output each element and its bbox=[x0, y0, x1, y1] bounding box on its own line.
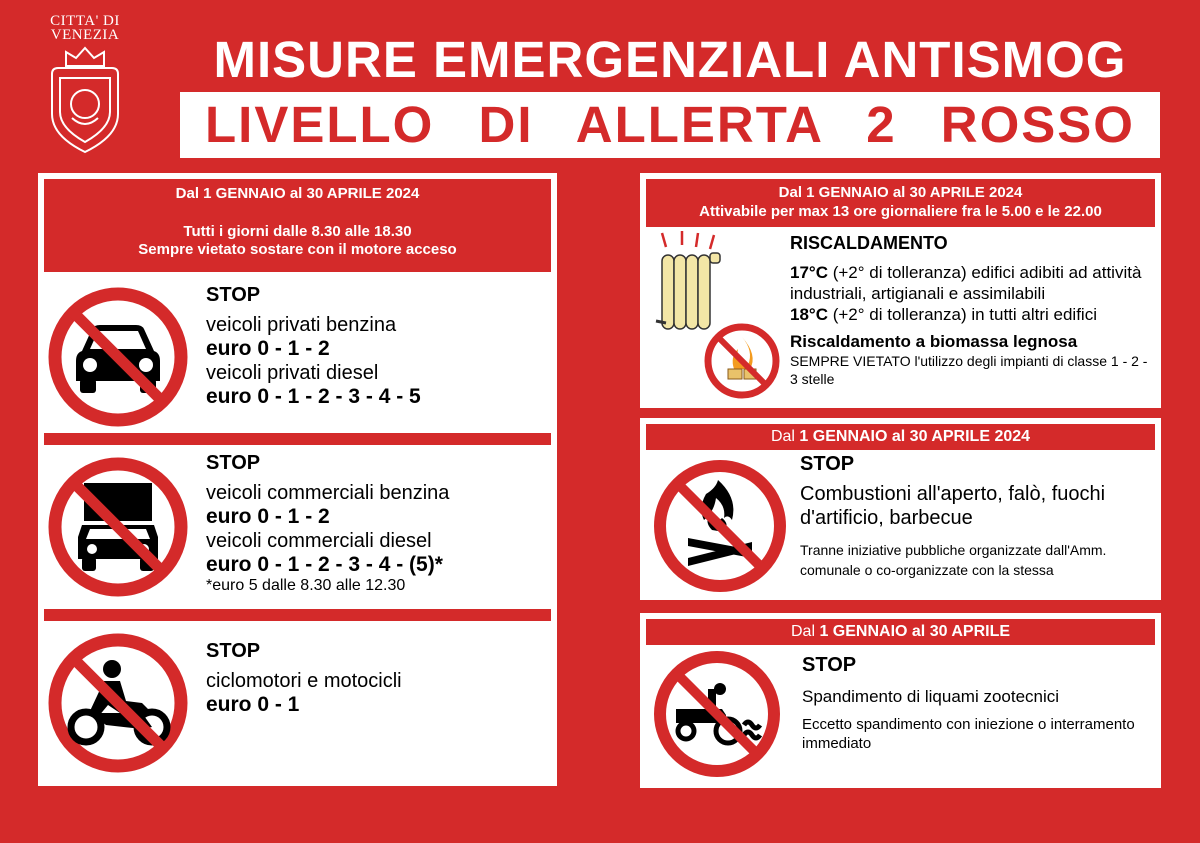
moto-row bbox=[40, 629, 555, 779]
no-tractor-icon bbox=[652, 649, 782, 779]
no-motorcycle-icon bbox=[46, 631, 190, 775]
fire-main: Combustioni all'aperto, falò, fuochi d'artificio, barbecue bbox=[800, 483, 1106, 529]
alert-level: LIVELLO DI ALLERTA 2 ROSSO bbox=[180, 92, 1160, 158]
heating-dates: Dal 1 GENNAIO al 30 APRILE 2024 bbox=[778, 184, 1023, 201]
fire-text bbox=[800, 452, 1155, 580]
city-logo bbox=[44, 14, 126, 156]
heating-panel bbox=[640, 173, 1161, 408]
moto-stop: STOP bbox=[206, 640, 261, 662]
cars-stop: STOP bbox=[206, 284, 261, 306]
bio-title: Riscaldamento a biomassa legnosa bbox=[790, 332, 1078, 351]
moto-l2: euro 0 - 1 bbox=[206, 693, 300, 716]
trucks-l2: euro 0 - 1 - 2 bbox=[206, 505, 330, 528]
heating-t2a: 18°C bbox=[790, 305, 828, 324]
cars-l2: euro 0 - 1 - 2 bbox=[206, 337, 330, 360]
heating-t1 bbox=[790, 262, 1150, 304]
vehicle-hours: Tutti i giorni dalle 8.30 alle 18.30 bbox=[183, 223, 412, 240]
logo-line1: CITTA' DI bbox=[50, 13, 120, 29]
manure-panel bbox=[640, 613, 1161, 788]
fire-note: Tranne iniziative pubbliche organizzate dall'Amm. comunale o co-organizzate con la stessa bbox=[800, 542, 1107, 578]
trucks-l3: veicoli commerciali diesel bbox=[206, 530, 432, 552]
manure-main: Spandimento di liquami zootecnici bbox=[802, 687, 1060, 706]
logo-line2: VENEZIA bbox=[50, 27, 120, 43]
page-title: MISURE EMERGENZIALI ANTISMOG bbox=[213, 31, 1127, 88]
moto-text bbox=[206, 639, 402, 717]
fire-panel bbox=[640, 418, 1161, 600]
cars-text bbox=[206, 283, 421, 409]
manure-note: Eccetto spandimento con iniezione o interramento immediato bbox=[802, 716, 1135, 752]
manure-dates: 1 GENNAIO al 30 APRILE bbox=[819, 623, 1011, 640]
heating-header bbox=[646, 179, 1155, 227]
moto-l1: ciclomotori e motocicli bbox=[206, 670, 402, 692]
cars-row bbox=[40, 281, 555, 429]
vehicle-note: Sempre vietato sostare con il motore acceso bbox=[138, 241, 457, 258]
trucks-row bbox=[40, 451, 555, 601]
heating-text bbox=[790, 233, 1150, 388]
no-wood-fire-icon bbox=[702, 321, 782, 401]
manure-text bbox=[802, 655, 1152, 753]
cars-l4: euro 0 - 1 - 2 - 3 - 4 - 5 bbox=[206, 385, 421, 408]
trucks-l1: veicoli commerciali benzina bbox=[206, 482, 450, 504]
no-fire-icon bbox=[652, 458, 788, 594]
heating-hours: Attivabile per max 13 ore giornaliere fra le 5.00 e le 22.00 bbox=[699, 203, 1102, 220]
heating-title: RISCALDAMENTO bbox=[790, 233, 948, 253]
vehicle-header bbox=[44, 179, 551, 272]
trucks-l4: euro 0 - 1 - 2 - 3 - 4 - (5)* bbox=[206, 553, 443, 576]
vehicle-dates: Dal 1 GENNAIO al 30 APRILE 2024 bbox=[175, 185, 420, 202]
trucks-stop: STOP bbox=[206, 452, 261, 474]
heating-t2b: (+2° di tolleranza) in tutti altri edifici bbox=[827, 305, 1097, 324]
manure-header bbox=[646, 619, 1155, 645]
manure-dates-pre: Dal bbox=[790, 623, 820, 640]
no-truck-icon bbox=[46, 455, 190, 599]
fire-stop: STOP bbox=[800, 453, 855, 475]
trucks-text bbox=[206, 451, 449, 595]
heating-t2 bbox=[790, 304, 1150, 325]
venice-crest-icon bbox=[46, 44, 124, 156]
separator bbox=[44, 433, 551, 445]
no-car-icon bbox=[46, 285, 190, 429]
separator bbox=[44, 609, 551, 621]
heating-t1a: 17°C bbox=[790, 263, 828, 282]
bio-text: SEMPRE VIETATO l'utilizzo degli impianti di classe 1 - 2 - 3 stelle bbox=[790, 353, 1148, 387]
fire-dates: 1 GENNAIO al 30 APRILE 2024 bbox=[799, 428, 1031, 445]
fire-dates-pre: Dal bbox=[770, 428, 800, 445]
manure-stop: STOP bbox=[802, 654, 857, 676]
trucks-l5: *euro 5 dalle 8.30 alle 12.30 bbox=[206, 577, 406, 594]
fire-header bbox=[646, 424, 1155, 450]
cars-l3: veicoli privati diesel bbox=[206, 362, 379, 384]
vehicle-restrictions-panel bbox=[38, 173, 557, 786]
heating-t1b: (+2° di tolleranza) edifici adibiti ad attività industriali, artigianali e assimilabili bbox=[790, 263, 1142, 303]
cars-l1: veicoli privati benzina bbox=[206, 314, 397, 336]
